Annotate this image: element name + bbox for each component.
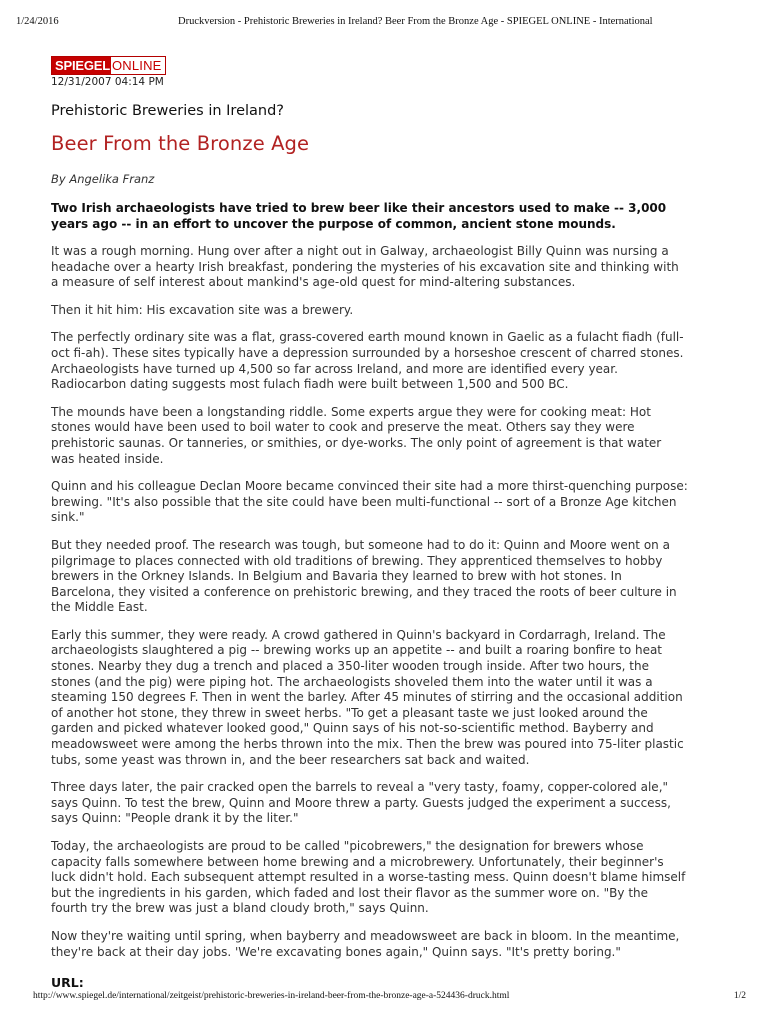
article-content	[51, 55, 731, 990]
paragraph-line: fourth try the brew was just a bland cloudy broth," says Quinn.	[51, 901, 429, 916]
paragraph-line: capacity falls somewhere between home brewing and a microbrewery. Unfortunately, their beginner's	[51, 854, 664, 869]
article-intro	[51, 200, 731, 232]
paragraph-line: Then it hit him: His excavation site was a brewery.	[51, 302, 354, 317]
print-page-title: Druckversion - Prehistoric Breweries in Ireland? Beer From the Bronze Age - SPIEGEL ONLINE - International	[178, 16, 653, 27]
paragraph-line: brewers in the Orkney Islands. In Belgium and Bavaria they learned to brew with hot stones. In	[51, 569, 622, 584]
article-paragraph	[51, 929, 731, 960]
paragraph-gap	[51, 467, 731, 479]
article-headline: Beer From the Bronze Age	[51, 132, 310, 155]
paragraph-line: Archaeologists have turned up 4,500 so far across Ireland, and more are identified every year.	[51, 361, 618, 376]
paragraph-line: of another hot stone, they threw in sweet herbs. "To get a pleasant taste we just looked around the	[51, 705, 648, 720]
article-paragraph	[51, 479, 731, 526]
paragraph-line: says Quinn. To test the brew, Quinn and Moore threw a party. Guests judged the experiment a success,	[51, 795, 671, 810]
article-paragraph	[51, 330, 731, 392]
paragraph-line: brewing. "It's also possible that the site could have been multi-functional -- sort of a Bronze Age kitchen	[51, 494, 677, 509]
paragraph-gap	[51, 768, 731, 780]
paragraph-gap	[51, 827, 731, 839]
print-footer-url[interactable]: http://www.spiegel.de/international/zeitgeist/prehistoric-breweries-in-ireland-beer-from-the-bronze-age-a-524436-druck.html	[33, 991, 510, 1001]
paragraph-line: prehistoric saunas. Or tanneries, or smithies, or dye-works. The only point of agreement is that water	[51, 435, 662, 450]
paragraph-gap	[51, 960, 731, 972]
paragraph-line: But they needed proof. The research was tough, but someone had to do it: Quinn and Moore went on a	[51, 537, 670, 552]
paragraph-gap	[51, 393, 731, 405]
logo-part-spiegel: SPIEGEL	[52, 57, 111, 74]
paragraph-line: stones. Nearby they dug a trench and placed a 350-liter wooden trough inside. After two hours, the	[51, 659, 649, 674]
article-body	[51, 232, 731, 972]
paragraph-line: was heated inside.	[51, 451, 164, 466]
article-paragraph	[51, 405, 731, 467]
paragraph-gap	[51, 291, 731, 303]
paragraph-line: archaeologists slaughtered a pig -- brewing works up an appetite -- and built a roaring bonfire to heat	[51, 643, 663, 658]
article-paragraph	[51, 244, 731, 291]
paragraph-gap	[51, 526, 731, 538]
paragraph-line: Now they're waiting until spring, when bayberry and meadowsweet are back in bloom. In the meantime,	[51, 928, 680, 943]
paragraph-line: The perfectly ordinary site was a flat, grass-covered earth mound known in Gaelic as a fulacht fiadh (full-	[51, 330, 684, 345]
paragraph-gap	[51, 616, 731, 628]
print-date: 1/24/2016	[16, 16, 59, 27]
article-timestamp: 12/31/2007 04:14 PM	[51, 76, 164, 88]
paragraph-line: Early this summer, they were ready. A crowd gathered in Quinn's backyard in Cordarragh, Ireland. The	[51, 627, 666, 642]
paragraph-gap	[51, 917, 731, 929]
paragraph-line: The mounds have been a longstanding riddle. Some experts argue they were for cooking meat: Hot	[51, 404, 651, 419]
paragraph-line: but the ingredients in his garden, which faded and lost their flavor as the summer wore on. "By the	[51, 885, 649, 900]
paragraph-line: Today, the archaeologists are proud to be called "picobrewers," the designation for brewers whose	[51, 839, 644, 853]
paragraph-line: pilgrimage to places connected with old traditions of brewing. They apprenticed themselves to hobby	[51, 553, 663, 568]
print-page-number: 1/2	[733, 991, 746, 1001]
article-paragraph	[51, 628, 731, 768]
paragraph-line: stones (and the pig) were piping hot. The archaeologists shoveled them into the water until it was a	[51, 674, 653, 689]
paragraph-gap	[51, 318, 731, 330]
paragraph-line: a measure of self interest about mankind's age-old quest for mind-altering substances.	[51, 275, 576, 290]
spiegel-online-logo[interactable]	[51, 56, 166, 75]
article-paragraph	[51, 303, 731, 319]
url-label: URL:	[51, 975, 84, 991]
paragraph-line: says Quinn: "People drank it by the liter."	[51, 811, 299, 826]
article-paragraph	[51, 839, 731, 917]
paragraph-line: sink."	[51, 510, 85, 525]
article-paragraph	[51, 538, 731, 616]
paragraph-line: headache over a hearty Irish breakfast, pondering the mysteries of his excavation site and thinking with	[51, 259, 679, 274]
paragraph-line: the Middle East.	[51, 600, 148, 615]
paragraph-line: Three days later, the pair cracked open the barrels to reveal a "very tasty, foamy, copper-colored ale,"	[51, 780, 669, 795]
paragraph-gap	[51, 232, 731, 244]
paragraph-line: Radiocarbon dating suggests most fulach fiadh were built between 1,500 and 500 BC.	[51, 377, 569, 392]
paragraph-line: It was a rough morning. Hung over after a night out in Galway, archaeologist Billy Quinn was nursing a	[51, 244, 669, 258]
paragraph-line: Barcelona, they visited a conference on prehistoric brewing, and they traced the roots of beer culture in	[51, 584, 677, 599]
paragraph-line: meadowsweet were among the herbs thrown into the mix. Then the brew was poured into 75-liter plastic	[51, 737, 684, 752]
paragraph-line: they're back at their day jobs. 'We're excavating bones again," Quinn says. "It's pretty boring."	[51, 944, 621, 959]
paragraph-line: Quinn and his colleague Declan Moore became convinced their site had a more thirst-quenching purpose:	[51, 479, 688, 494]
intro-line: years ago -- in an effort to uncover the purpose of common, ancient stone mounds.	[51, 217, 616, 231]
paragraph-line: luck didn't hold. Each subsequent attempt resulted in a worse-tasting mess. Quinn doesn't blame himself	[51, 870, 686, 885]
paragraph-line: tubs, some yeast was thrown in, and the beer researchers sat back and waited.	[51, 752, 530, 767]
article-kicker: Prehistoric Breweries in Ireland?	[51, 103, 284, 119]
logo-part-online: ONLINE	[111, 57, 165, 74]
article-paragraph	[51, 780, 731, 827]
paragraph-line: oct fi-ah). These sites typically have a depression surrounded by a horseshoe crescent of charred stones.	[51, 345, 684, 360]
paragraph-line: garden and picked whatever looked good," Quinn says of his not-so-scientific method. Bayberry and	[51, 721, 654, 736]
paragraph-line: steaming 150 degrees F. Then in went the barley. After 45 minutes of stirring and the occasional addition	[51, 690, 683, 705]
article-author: By Angelika Franz	[51, 172, 155, 186]
intro-line: Two Irish archaeologists have tried to brew beer like their ancestors used to make -- 3,000	[51, 201, 667, 215]
paragraph-line: stones would have been used to boil water to cook and preserve the meat. Others say they were	[51, 420, 635, 435]
